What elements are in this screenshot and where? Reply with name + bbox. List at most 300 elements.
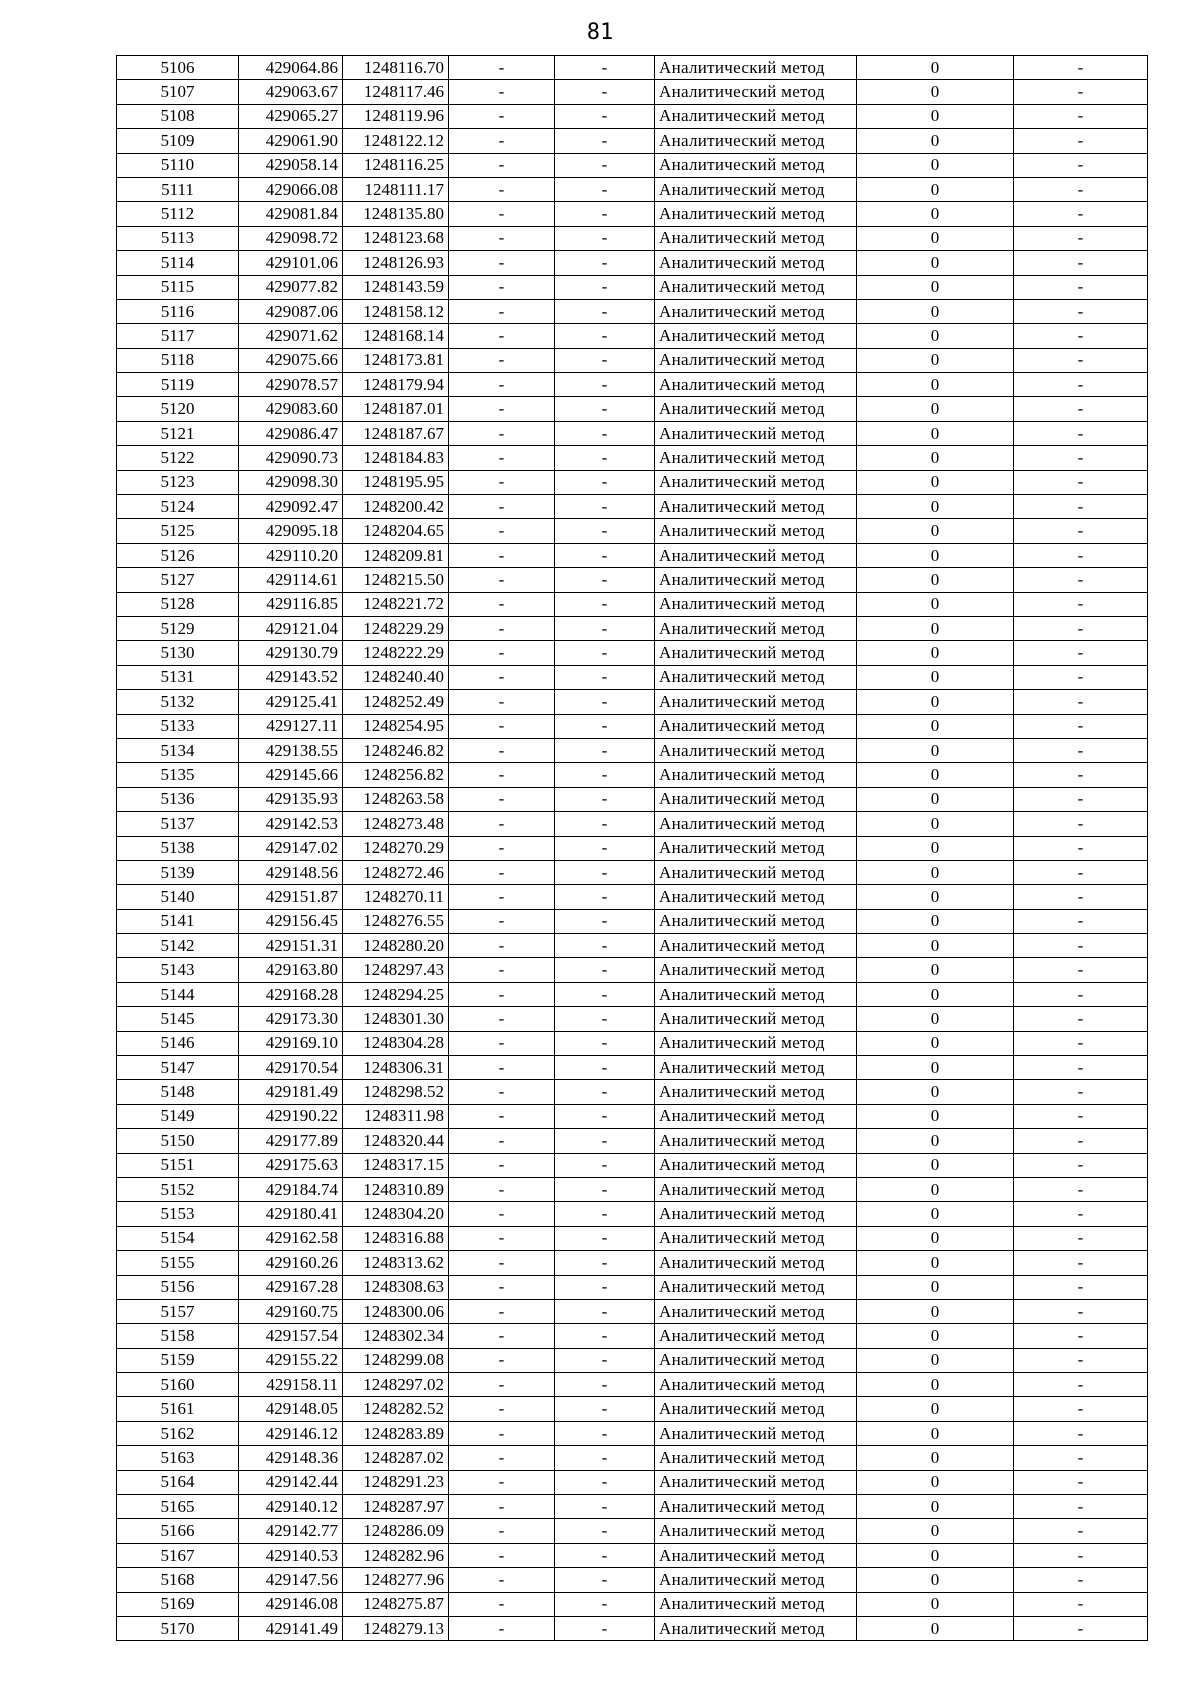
error-value: 0 xyxy=(857,177,1014,201)
method-cell: Аналитический метод xyxy=(655,665,857,689)
point-number: 5129 xyxy=(117,616,239,640)
point-number: 5158 xyxy=(117,1324,239,1348)
dash-cell: - xyxy=(1014,1592,1148,1616)
dash-cell: - xyxy=(1014,909,1148,933)
x-coordinate: 429141.49 xyxy=(239,1617,343,1641)
method-cell: Аналитический метод xyxy=(655,1568,857,1592)
point-number: 5136 xyxy=(117,787,239,811)
method-cell: Аналитический метод xyxy=(655,1056,857,1080)
y-coordinate: 1248221.72 xyxy=(343,592,449,616)
dash-cell: - xyxy=(1014,958,1148,982)
x-coordinate: 429061.90 xyxy=(239,129,343,153)
table-row xyxy=(117,836,1148,860)
error-value: 0 xyxy=(857,1373,1014,1397)
dash-cell: - xyxy=(1014,104,1148,128)
dash-cell: - xyxy=(555,690,655,714)
point-number: 5127 xyxy=(117,568,239,592)
point-number: 5120 xyxy=(117,397,239,421)
table-row xyxy=(117,1251,1148,1275)
dash-cell: - xyxy=(1014,1031,1148,1055)
point-number: 5151 xyxy=(117,1153,239,1177)
dash-cell: - xyxy=(449,836,555,860)
dash-cell: - xyxy=(555,1373,655,1397)
dash-cell: - xyxy=(555,373,655,397)
dash-cell: - xyxy=(449,299,555,323)
x-coordinate: 429077.82 xyxy=(239,275,343,299)
table-row xyxy=(117,1348,1148,1372)
dash-cell: - xyxy=(555,299,655,323)
y-coordinate: 1248273.48 xyxy=(343,812,449,836)
dash-cell: - xyxy=(449,738,555,762)
dash-cell: - xyxy=(1014,1421,1148,1445)
table-row xyxy=(117,1324,1148,1348)
method-cell: Аналитический метод xyxy=(655,860,857,884)
x-coordinate: 429142.53 xyxy=(239,812,343,836)
dash-cell: - xyxy=(449,1056,555,1080)
point-number: 5133 xyxy=(117,714,239,738)
method-cell: Аналитический метод xyxy=(655,1421,857,1445)
dash-cell: - xyxy=(1014,299,1148,323)
dash-cell: - xyxy=(1014,446,1148,470)
dash-cell: - xyxy=(1014,690,1148,714)
error-value: 0 xyxy=(857,616,1014,640)
y-coordinate: 1248280.20 xyxy=(343,934,449,958)
dash-cell: - xyxy=(555,812,655,836)
dash-cell: - xyxy=(1014,934,1148,958)
error-value: 0 xyxy=(857,80,1014,104)
dash-cell: - xyxy=(1014,738,1148,762)
dash-cell: - xyxy=(449,1275,555,1299)
y-coordinate: 1248275.87 xyxy=(343,1592,449,1616)
dash-cell: - xyxy=(555,1617,655,1641)
dash-cell: - xyxy=(1014,470,1148,494)
error-value: 0 xyxy=(857,299,1014,323)
y-coordinate: 1248283.89 xyxy=(343,1421,449,1445)
dash-cell: - xyxy=(1014,324,1148,348)
point-number: 5108 xyxy=(117,104,239,128)
point-number: 5126 xyxy=(117,543,239,567)
dash-cell: - xyxy=(449,421,555,445)
dash-cell: - xyxy=(555,1421,655,1445)
table-row xyxy=(117,519,1148,543)
method-cell: Аналитический метод xyxy=(655,1543,857,1567)
method-cell: Аналитический метод xyxy=(655,299,857,323)
y-coordinate: 1248310.89 xyxy=(343,1177,449,1201)
y-coordinate: 1248173.81 xyxy=(343,348,449,372)
dash-cell: - xyxy=(449,934,555,958)
x-coordinate: 429078.57 xyxy=(239,373,343,397)
dash-cell: - xyxy=(1014,495,1148,519)
y-coordinate: 1248200.42 xyxy=(343,495,449,519)
dash-cell: - xyxy=(1014,885,1148,909)
error-value: 0 xyxy=(857,641,1014,665)
y-coordinate: 1248308.63 xyxy=(343,1275,449,1299)
y-coordinate: 1248298.52 xyxy=(343,1080,449,1104)
point-number: 5143 xyxy=(117,958,239,982)
dash-cell: - xyxy=(555,177,655,201)
table-row xyxy=(117,446,1148,470)
dash-cell: - xyxy=(1014,616,1148,640)
error-value: 0 xyxy=(857,495,1014,519)
y-coordinate: 1248317.15 xyxy=(343,1153,449,1177)
table-row xyxy=(117,1519,1148,1543)
dash-cell: - xyxy=(449,226,555,250)
x-coordinate: 429142.77 xyxy=(239,1519,343,1543)
y-coordinate: 1248279.13 xyxy=(343,1617,449,1641)
dash-cell: - xyxy=(555,226,655,250)
table-row xyxy=(117,495,1148,519)
dash-cell: - xyxy=(449,665,555,689)
method-cell: Аналитический метод xyxy=(655,1007,857,1031)
x-coordinate: 429160.26 xyxy=(239,1251,343,1275)
error-value: 0 xyxy=(857,665,1014,689)
y-coordinate: 1248122.12 xyxy=(343,129,449,153)
method-cell: Аналитический метод xyxy=(655,1373,857,1397)
table-row xyxy=(117,1275,1148,1299)
dash-cell: - xyxy=(555,1056,655,1080)
dash-cell: - xyxy=(555,885,655,909)
point-number: 5153 xyxy=(117,1202,239,1226)
point-number: 5118 xyxy=(117,348,239,372)
dash-cell: - xyxy=(1014,1397,1148,1421)
dash-cell: - xyxy=(449,177,555,201)
dash-cell: - xyxy=(555,1568,655,1592)
point-number: 5128 xyxy=(117,592,239,616)
dash-cell: - xyxy=(449,1226,555,1250)
dash-cell: - xyxy=(449,80,555,104)
method-cell: Аналитический метод xyxy=(655,885,857,909)
y-coordinate: 1248299.08 xyxy=(343,1348,449,1372)
table-row xyxy=(117,1031,1148,1055)
error-value: 0 xyxy=(857,1617,1014,1641)
y-coordinate: 1248204.65 xyxy=(343,519,449,543)
dash-cell: - xyxy=(555,1251,655,1275)
dash-cell: - xyxy=(1014,202,1148,226)
dash-cell: - xyxy=(555,104,655,128)
y-coordinate: 1248263.58 xyxy=(343,787,449,811)
x-coordinate: 429175.63 xyxy=(239,1153,343,1177)
dash-cell: - xyxy=(449,324,555,348)
error-value: 0 xyxy=(857,1446,1014,1470)
point-number: 5163 xyxy=(117,1446,239,1470)
dash-cell: - xyxy=(555,1129,655,1153)
x-coordinate: 429156.45 xyxy=(239,909,343,933)
x-coordinate: 429163.80 xyxy=(239,958,343,982)
error-value: 0 xyxy=(857,958,1014,982)
dash-cell: - xyxy=(1014,592,1148,616)
point-number: 5168 xyxy=(117,1568,239,1592)
y-coordinate: 1248294.25 xyxy=(343,982,449,1006)
x-coordinate: 429098.30 xyxy=(239,470,343,494)
x-coordinate: 429158.11 xyxy=(239,1373,343,1397)
method-cell: Аналитический метод xyxy=(655,787,857,811)
dash-cell: - xyxy=(449,1495,555,1519)
method-cell: Аналитический метод xyxy=(655,56,857,80)
dash-cell: - xyxy=(555,836,655,860)
table-row xyxy=(117,1177,1148,1201)
dash-cell: - xyxy=(449,641,555,665)
dash-cell: - xyxy=(449,446,555,470)
dash-cell: - xyxy=(449,1031,555,1055)
dash-cell: - xyxy=(555,446,655,470)
dash-cell: - xyxy=(449,1519,555,1543)
x-coordinate: 429173.30 xyxy=(239,1007,343,1031)
dash-cell: - xyxy=(449,690,555,714)
point-number: 5109 xyxy=(117,129,239,153)
method-cell: Аналитический метод xyxy=(655,1446,857,1470)
y-coordinate: 1248123.68 xyxy=(343,226,449,250)
dash-cell: - xyxy=(1014,836,1148,860)
method-cell: Аналитический метод xyxy=(655,470,857,494)
dash-cell: - xyxy=(1014,1275,1148,1299)
table-row xyxy=(117,1568,1148,1592)
y-coordinate: 1248184.83 xyxy=(343,446,449,470)
dash-cell: - xyxy=(1014,1080,1148,1104)
dash-cell: - xyxy=(1014,1202,1148,1226)
error-value: 0 xyxy=(857,812,1014,836)
x-coordinate: 429147.02 xyxy=(239,836,343,860)
y-coordinate: 1248158.12 xyxy=(343,299,449,323)
dash-cell: - xyxy=(1014,275,1148,299)
dash-cell: - xyxy=(449,1104,555,1128)
dash-cell: - xyxy=(1014,1129,1148,1153)
y-coordinate: 1248300.06 xyxy=(343,1299,449,1323)
point-number: 5130 xyxy=(117,641,239,665)
error-value: 0 xyxy=(857,1519,1014,1543)
error-value: 0 xyxy=(857,129,1014,153)
dash-cell: - xyxy=(555,568,655,592)
error-value: 0 xyxy=(857,1177,1014,1201)
dash-cell: - xyxy=(555,982,655,1006)
error-value: 0 xyxy=(857,787,1014,811)
dash-cell: - xyxy=(449,1421,555,1445)
error-value: 0 xyxy=(857,1592,1014,1616)
x-coordinate: 429146.12 xyxy=(239,1421,343,1445)
point-number: 5146 xyxy=(117,1031,239,1055)
dash-cell: - xyxy=(1014,714,1148,738)
table-row xyxy=(117,1056,1148,1080)
x-coordinate: 429101.06 xyxy=(239,251,343,275)
y-coordinate: 1248187.67 xyxy=(343,421,449,445)
error-value: 0 xyxy=(857,909,1014,933)
error-value: 0 xyxy=(857,738,1014,762)
y-coordinate: 1248116.25 xyxy=(343,153,449,177)
method-cell: Аналитический метод xyxy=(655,495,857,519)
method-cell: Аналитический метод xyxy=(655,1495,857,1519)
point-number: 5139 xyxy=(117,860,239,884)
point-number: 5147 xyxy=(117,1056,239,1080)
dash-cell: - xyxy=(449,1202,555,1226)
error-value: 0 xyxy=(857,836,1014,860)
dash-cell: - xyxy=(555,348,655,372)
x-coordinate: 429160.75 xyxy=(239,1299,343,1323)
dash-cell: - xyxy=(555,470,655,494)
table-row xyxy=(117,129,1148,153)
x-coordinate: 429168.28 xyxy=(239,982,343,1006)
x-coordinate: 429063.67 xyxy=(239,80,343,104)
dash-cell: - xyxy=(1014,982,1148,1006)
dash-cell: - xyxy=(555,519,655,543)
point-number: 5148 xyxy=(117,1080,239,1104)
x-coordinate: 429151.31 xyxy=(239,934,343,958)
table-row xyxy=(117,1104,1148,1128)
error-value: 0 xyxy=(857,1104,1014,1128)
table-row xyxy=(117,543,1148,567)
table-row xyxy=(117,738,1148,762)
x-coordinate: 429148.56 xyxy=(239,860,343,884)
point-number: 5121 xyxy=(117,421,239,445)
point-number: 5111 xyxy=(117,177,239,201)
dash-cell: - xyxy=(449,251,555,275)
table-row xyxy=(117,982,1148,1006)
method-cell: Аналитический метод xyxy=(655,1275,857,1299)
dash-cell: - xyxy=(555,641,655,665)
method-cell: Аналитический метод xyxy=(655,1251,857,1275)
method-cell: Аналитический метод xyxy=(655,1397,857,1421)
method-cell: Аналитический метод xyxy=(655,714,857,738)
method-cell: Аналитический метод xyxy=(655,446,857,470)
method-cell: Аналитический метод xyxy=(655,226,857,250)
x-coordinate: 429143.52 xyxy=(239,665,343,689)
method-cell: Аналитический метод xyxy=(655,1617,857,1641)
method-cell: Аналитический метод xyxy=(655,1519,857,1543)
method-cell: Аналитический метод xyxy=(655,104,857,128)
method-cell: Аналитический метод xyxy=(655,80,857,104)
x-coordinate: 429145.66 xyxy=(239,763,343,787)
dash-cell: - xyxy=(555,1202,655,1226)
x-coordinate: 429066.08 xyxy=(239,177,343,201)
method-cell: Аналитический метод xyxy=(655,1080,857,1104)
dash-cell: - xyxy=(1014,1251,1148,1275)
error-value: 0 xyxy=(857,421,1014,445)
y-coordinate: 1248270.29 xyxy=(343,836,449,860)
method-cell: Аналитический метод xyxy=(655,1348,857,1372)
x-coordinate: 429065.27 xyxy=(239,104,343,128)
y-coordinate: 1248229.29 xyxy=(343,616,449,640)
y-coordinate: 1248316.88 xyxy=(343,1226,449,1250)
dash-cell: - xyxy=(555,616,655,640)
dash-cell: - xyxy=(555,1177,655,1201)
dash-cell: - xyxy=(1014,568,1148,592)
table-row xyxy=(117,1129,1148,1153)
method-cell: Аналитический метод xyxy=(655,1129,857,1153)
dash-cell: - xyxy=(449,153,555,177)
x-coordinate: 429121.04 xyxy=(239,616,343,640)
dash-cell: - xyxy=(555,1080,655,1104)
error-value: 0 xyxy=(857,763,1014,787)
dash-cell: - xyxy=(1014,153,1148,177)
point-number: 5142 xyxy=(117,934,239,958)
dash-cell: - xyxy=(555,56,655,80)
table-row xyxy=(117,665,1148,689)
error-value: 0 xyxy=(857,714,1014,738)
dash-cell: - xyxy=(449,470,555,494)
dash-cell: - xyxy=(449,1348,555,1372)
point-number: 5138 xyxy=(117,836,239,860)
error-value: 0 xyxy=(857,1470,1014,1494)
error-value: 0 xyxy=(857,1129,1014,1153)
table-row xyxy=(117,373,1148,397)
error-value: 0 xyxy=(857,982,1014,1006)
dash-cell: - xyxy=(1014,1568,1148,1592)
x-coordinate: 429075.66 xyxy=(239,348,343,372)
dash-cell: - xyxy=(555,1104,655,1128)
dash-cell: - xyxy=(1014,421,1148,445)
table-row xyxy=(117,568,1148,592)
x-coordinate: 429147.56 xyxy=(239,1568,343,1592)
error-value: 0 xyxy=(857,690,1014,714)
dash-cell: - xyxy=(555,1470,655,1494)
dash-cell: - xyxy=(449,373,555,397)
dash-cell: - xyxy=(1014,373,1148,397)
error-value: 0 xyxy=(857,1007,1014,1031)
dash-cell: - xyxy=(1014,1373,1148,1397)
table-row xyxy=(117,1202,1148,1226)
error-value: 0 xyxy=(857,1153,1014,1177)
dash-cell: - xyxy=(1014,1056,1148,1080)
x-coordinate: 429146.08 xyxy=(239,1592,343,1616)
x-coordinate: 429180.41 xyxy=(239,1202,343,1226)
table-row xyxy=(117,1226,1148,1250)
x-coordinate: 429148.36 xyxy=(239,1446,343,1470)
dash-cell: - xyxy=(449,519,555,543)
x-coordinate: 429167.28 xyxy=(239,1275,343,1299)
dash-cell: - xyxy=(555,1397,655,1421)
dash-cell: - xyxy=(449,860,555,884)
method-cell: Аналитический метод xyxy=(655,397,857,421)
dash-cell: - xyxy=(449,1592,555,1616)
method-cell: Аналитический метод xyxy=(655,1177,857,1201)
y-coordinate: 1248320.44 xyxy=(343,1129,449,1153)
point-number: 5170 xyxy=(117,1617,239,1641)
x-coordinate: 429086.47 xyxy=(239,421,343,445)
error-value: 0 xyxy=(857,1251,1014,1275)
method-cell: Аналитический метод xyxy=(655,568,857,592)
dash-cell: - xyxy=(449,616,555,640)
dash-cell: - xyxy=(555,1007,655,1031)
error-value: 0 xyxy=(857,153,1014,177)
y-coordinate: 1248246.82 xyxy=(343,738,449,762)
x-coordinate: 429162.58 xyxy=(239,1226,343,1250)
dash-cell: - xyxy=(449,958,555,982)
x-coordinate: 429148.05 xyxy=(239,1397,343,1421)
page-number: 81 xyxy=(586,20,614,45)
method-cell: Аналитический метод xyxy=(655,1299,857,1323)
dash-cell: - xyxy=(1014,1495,1148,1519)
y-coordinate: 1248119.96 xyxy=(343,104,449,128)
x-coordinate: 429116.85 xyxy=(239,592,343,616)
method-cell: Аналитический метод xyxy=(655,519,857,543)
table-row xyxy=(117,1592,1148,1616)
x-coordinate: 429190.22 xyxy=(239,1104,343,1128)
x-coordinate: 429071.62 xyxy=(239,324,343,348)
y-coordinate: 1248252.49 xyxy=(343,690,449,714)
dash-cell: - xyxy=(449,1251,555,1275)
table-row xyxy=(117,251,1148,275)
table-row xyxy=(117,202,1148,226)
error-value: 0 xyxy=(857,885,1014,909)
dash-cell: - xyxy=(555,592,655,616)
table-row xyxy=(117,641,1148,665)
dash-cell: - xyxy=(1014,1324,1148,1348)
method-cell: Аналитический метод xyxy=(655,1470,857,1494)
y-coordinate: 1248306.31 xyxy=(343,1056,449,1080)
point-number: 5116 xyxy=(117,299,239,323)
error-value: 0 xyxy=(857,324,1014,348)
table-row xyxy=(117,226,1148,250)
dash-cell: - xyxy=(1014,812,1148,836)
method-cell: Аналитический метод xyxy=(655,177,857,201)
